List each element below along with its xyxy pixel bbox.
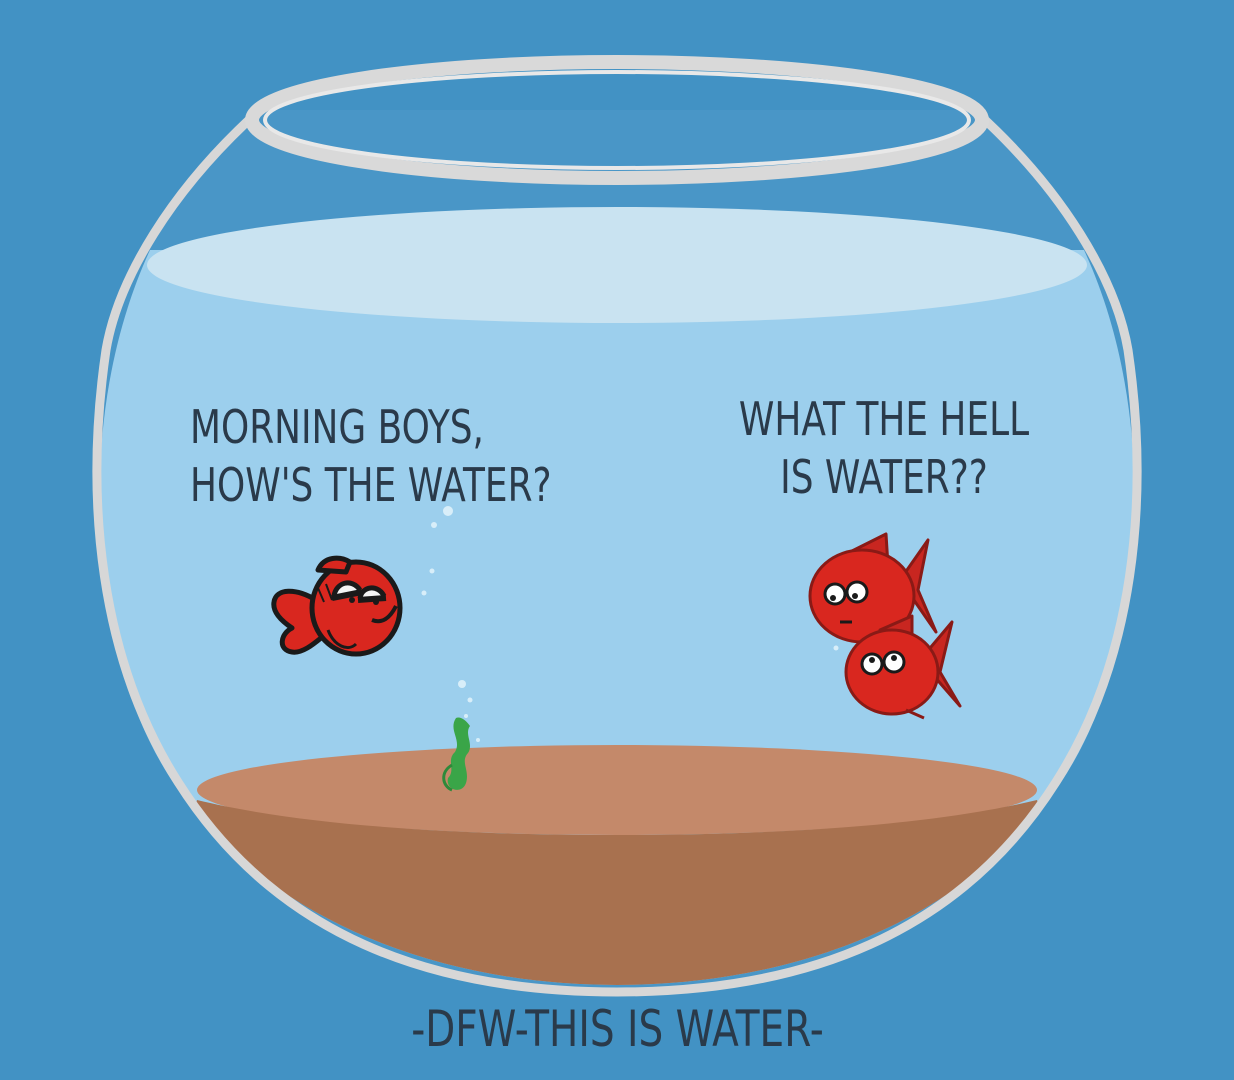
water-surface [147, 207, 1087, 323]
caption-text: -DFW-THIS IS WATER- [410, 1000, 824, 1058]
caption [0, 1000, 1234, 1058]
left-fish-speech-line1: MORNING BOYS, [190, 400, 484, 454]
left-fish-speech [190, 398, 552, 514]
right-fish-speech [728, 390, 1040, 506]
right-fish-speech-line2: IS WATER?? [780, 450, 988, 504]
left-fish-speech-line2: HOW'S THE WATER? [190, 458, 552, 512]
right-fish-speech-line1: WHAT THE HELL [738, 392, 1030, 446]
